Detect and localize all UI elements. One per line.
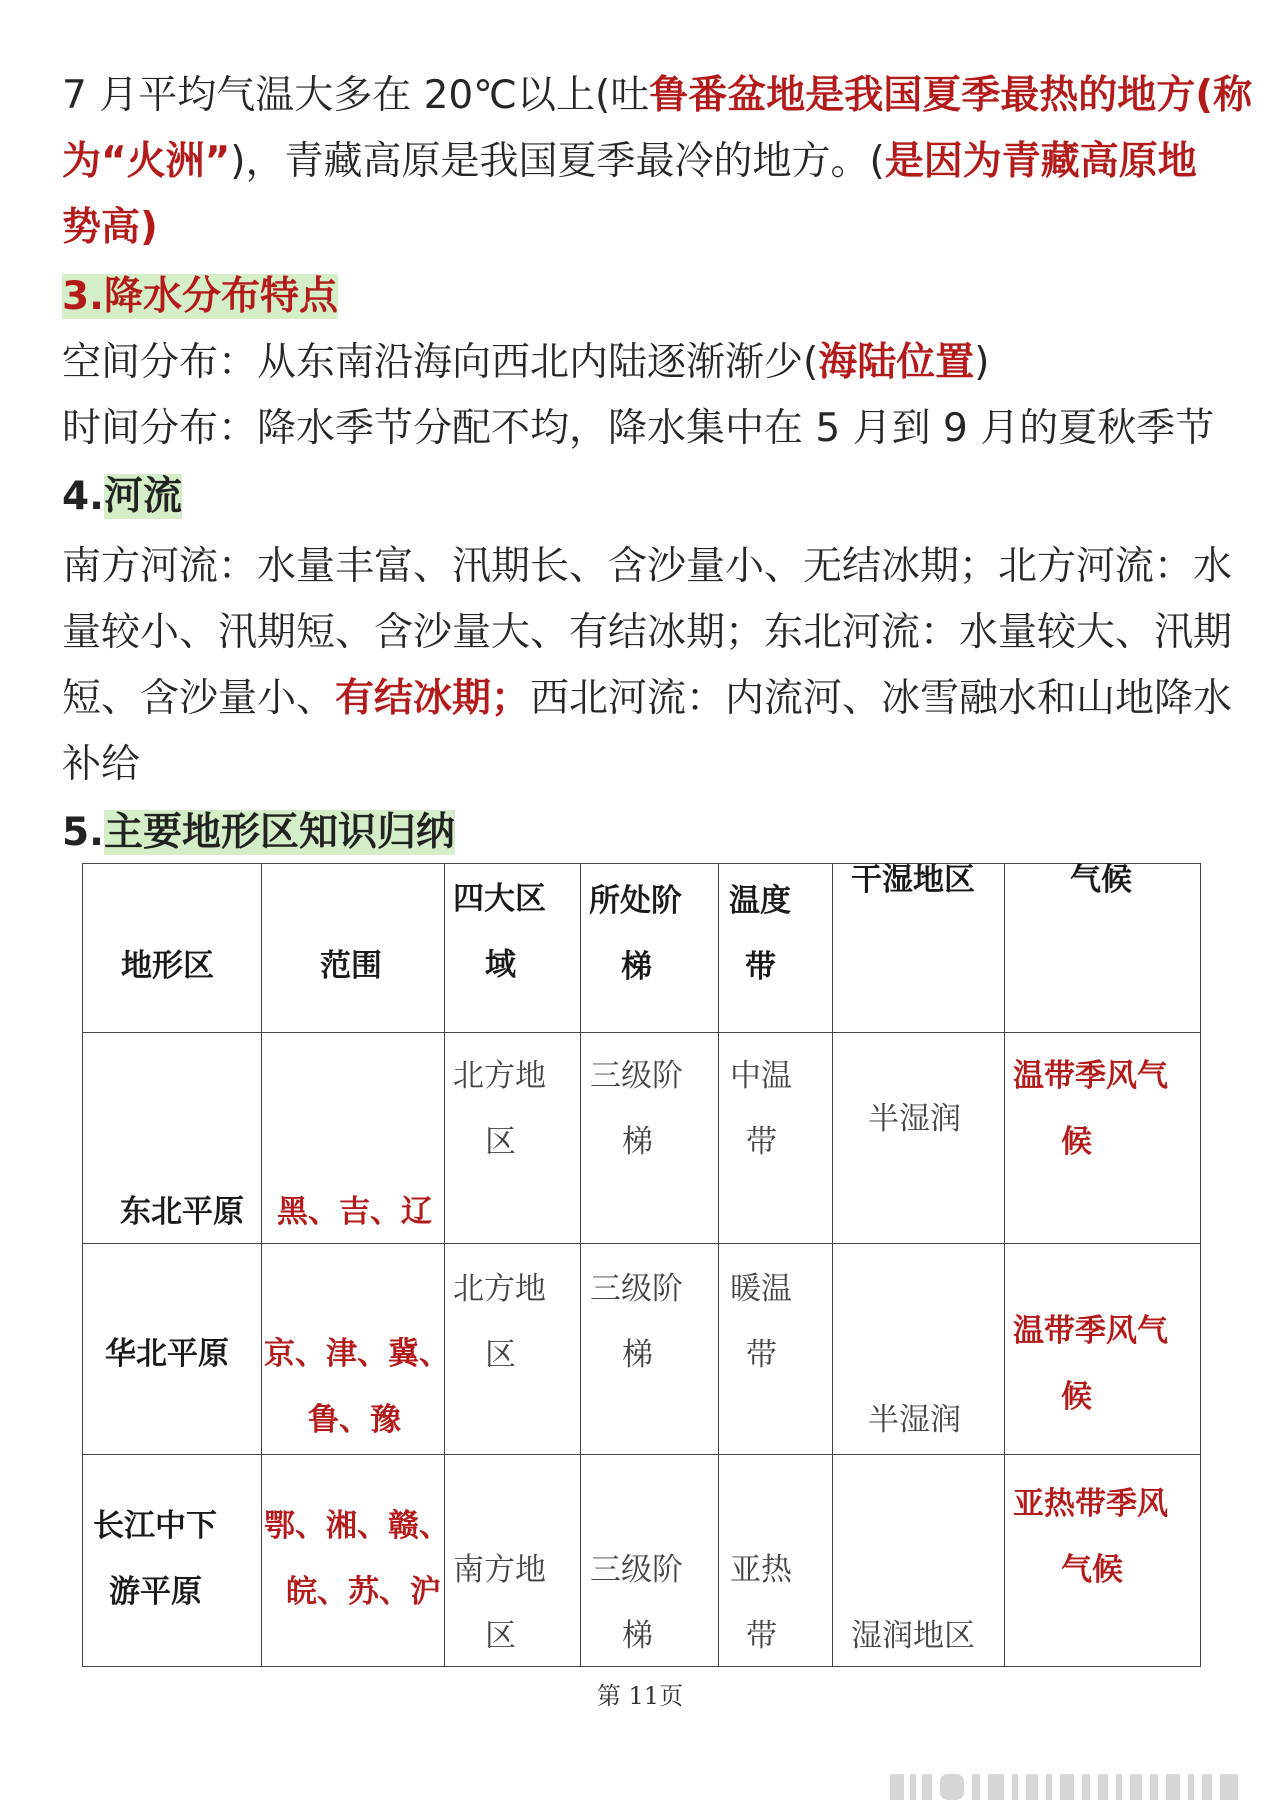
section-5-heading <box>62 810 455 856</box>
table-header-row <box>83 864 1201 1033</box>
table-row <box>83 1033 1201 1244</box>
cell-region: 北方地 区 <box>445 1244 581 1455</box>
header-cell-drywet: 干湿地区 <box>833 864 1005 1033</box>
cell-range: 京、津、冀、 鲁、豫 <box>262 1244 445 1455</box>
header-cell-terrain: 地形区 <box>83 864 262 1033</box>
text-emphasis: 鲁番盆地是我国夏季最热的地方(称 <box>649 73 1253 118</box>
cell-climate: 温带季风气 候 <box>1005 1244 1201 1455</box>
text-emphasis: 势高) <box>62 205 158 250</box>
text-normal: 西北河流：内流河、冰雪融水和山地降水 <box>530 676 1233 721</box>
text-normal: 量较小、汛期短、含沙量大、有结冰期；东北河流：水量较大、汛期 <box>62 610 1233 655</box>
temperature-line-1 <box>62 73 1252 119</box>
page-number: 第 11页 <box>596 1682 684 1710</box>
header-cell-region: 四大区 域 <box>445 864 581 1033</box>
cell-step: 三级阶 梯 <box>581 1244 719 1455</box>
terrain-table <box>82 863 1201 1667</box>
cell-climate: 亚热带季风 气候 <box>1005 1455 1201 1667</box>
cell-step: 三级阶 梯 <box>581 1455 719 1667</box>
header-cell-step: 所处阶 梯 <box>581 864 719 1033</box>
cell-range: 黑、吉、辽 <box>262 1033 445 1244</box>
text-emphasis: 为“火洲” <box>62 139 231 184</box>
header-cell-climate: 气候 <box>1005 864 1201 1033</box>
section-number: 4. <box>62 474 104 519</box>
cell-temp: 亚热 带 <box>719 1455 833 1667</box>
text-normal: )，青藏高原是我国夏季最冷的地方。( <box>230 139 885 184</box>
cell-temp: 中温 带 <box>719 1033 833 1244</box>
river-line-3 <box>62 676 1232 722</box>
header-cell-temp: 温度 带 <box>719 864 833 1033</box>
cell-step: 三级阶 梯 <box>581 1033 719 1244</box>
cell-climate: 温带季风气 候 <box>1005 1033 1201 1244</box>
section-number: 5. <box>62 810 104 855</box>
text-normal: 7 月平均气温大多在 20℃以上(吐 <box>62 73 650 118</box>
text-emphasis: 有结冰期； <box>335 676 531 721</box>
header-cell-range: 范围 <box>262 864 445 1033</box>
cell-terrain-name: 长江中下 游平原 <box>83 1455 262 1667</box>
river-line-4 <box>62 742 140 788</box>
text-emphasis: 是因为青藏高原地 <box>884 139 1197 184</box>
cell-drywet: 半湿润 <box>833 1033 1005 1244</box>
cell-terrain-name: 东北平原 <box>83 1033 262 1244</box>
cell-drywet: 湿润地区 <box>833 1455 1005 1667</box>
table-row <box>83 1455 1201 1667</box>
text-normal: 补给 <box>62 742 141 787</box>
cell-region: 南方地 区 <box>445 1455 581 1667</box>
section-5-title: 主要地形区知识归纳 <box>103 810 455 855</box>
cell-terrain-name: 华北平原 <box>83 1244 262 1455</box>
text-normal: 空间分布：从东南沿海向西北内陆逐渐渐少( <box>62 340 819 385</box>
text-normal: 南方河流：水量丰富、汛期长、含沙量小、无结冰期；北方河流：水 <box>62 544 1233 589</box>
section-4-heading <box>62 474 182 520</box>
text-emphasis: 海陆位置 <box>818 340 975 385</box>
cell-drywet: 半湿润 <box>833 1244 1005 1455</box>
cell-region: 北方地 区 <box>445 1033 581 1244</box>
precip-space-line <box>62 340 989 386</box>
temperature-line-3 <box>62 205 158 251</box>
section-3-title: 3.降水分布特点 <box>62 274 338 319</box>
cell-range: 鄂、湘、赣、 皖、苏、沪 <box>262 1455 445 1667</box>
precip-time-line <box>62 406 1214 452</box>
table-row <box>83 1244 1201 1455</box>
section-4-title: 河流 <box>103 474 182 519</box>
temperature-line-2 <box>62 139 1197 185</box>
text-normal: ) <box>974 340 990 385</box>
river-line-2 <box>62 610 1232 656</box>
section-3-heading <box>62 274 338 320</box>
text-normal: 短、含沙量小、 <box>62 676 336 721</box>
river-line-1 <box>62 544 1232 590</box>
cell-temp: 暖温 带 <box>719 1244 833 1455</box>
text-normal: 时间分布：降水季节分配不均，降水集中在 5 月到 9 月的夏秋季节 <box>62 406 1215 451</box>
